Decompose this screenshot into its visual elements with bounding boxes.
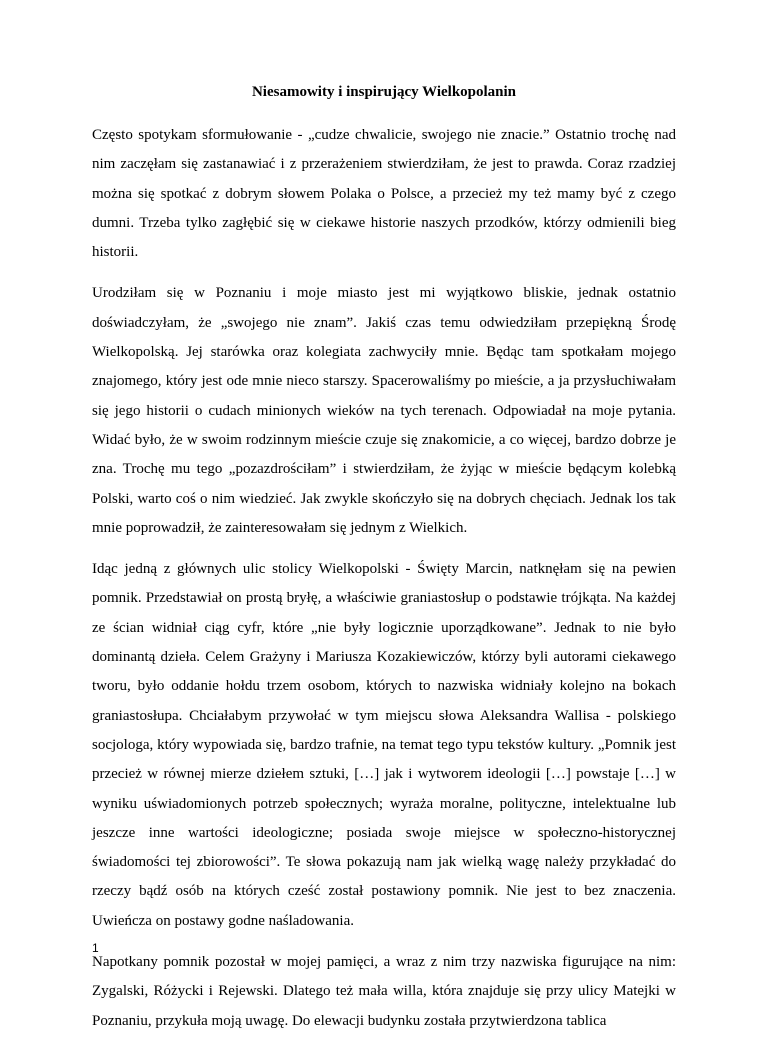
paragraph-2: Urodziłam się w Poznaniu i moje miasto jest mi wyjątkowo bliskie, jednak ostatnio doświadczyłam, że „swojego nie znam”. Jakiś czas temu odwiedziłam przepiękną Środę Wielkopolską. Jej starówka oraz kolegiata zachwyciły mnie. Będąc tam spotkałam mojego znajomego, który jest ode mnie nieco starszy. Spacerowaliśmy po mieście, a ja przysłuchiwałam się jego historii o cudach minionych wieków na tych terenach. Odpowiadał na moje pytania. Widać było, że w swoim rodzinnym mieście czuje się znakomicie, a co więcej, bardzo dobrze je zna. Trochę mu tego „pozazdrościłam” i stwierdziłam, że żyjąc w mieście będącym kolebką Polski, warto coś o nim wiedzieć. Jak zwykle skończyło się na dobrych chęciach. Jednak los tak mnie poprowadził, że zainteresowałam się jednym z Wielkich. xyxy=(92,285,676,536)
document-title: Niesamowity i inspirujący Wielkopolanin xyxy=(251,84,517,100)
paragraph-3: Idąc jedną z głównych ulic stolicy Wielkopolski - Święty Marcin, natknęłam się na pewien pomnik. Przedstawiał on prostą bryłę, a właściwie graniastosłup o podstawie trójkąta. Na każdej ze ścian widniał ciąg cyfr, które „nie były logicznie uporządkowane”. Jednak to nie było dominantą dzieła. Celem Grażyny i Mariusza Kozakiewiczów, którzy byli autorami ciekawego tworu, było oddanie hołdu trzem osobom, których to nazwiska widniały kolejno na bokach graniastosłupa. Chciałabym przywołać w tym miejscu słowa Aleksandra Wallisa - polskiego socjologa, który wypowiada się, bardzo trafnie, na temat tego typu tekstów kultury. „Pomnik jest przecież w równej mierze dziełem sztuki, […] jak i wytworem ideologii […] powstaje […] w wyniku uświadomionych potrzeb społecznych; wyraża moralne, polityczne, intelektualne lub jeszcze inne wartości ideologiczne; posiada swoje miejsce w społeczno-historycznej świadomości tej zbiorowości”. Te słowa pokazują nam jak wielką wagę należy przykładać do rzeczy bądź osób na których cześć został postawiony pomnik. Nie jest to bez znaczenia. Uwieńcza on postawy godne naśladowania. xyxy=(92,561,676,929)
document-body xyxy=(92,121,676,1048)
page-number: 1 xyxy=(92,941,99,955)
paragraph-1: Często spotykam sformułowanie - „cudze chwalicie, swojego nie znacie.” Ostatnio trochę nad nim zaczęłam się zastanawiać i z przerażeniem stwierdziłam, że jest to prawda. Coraz rzadziej można się spotkać z dobrym słowem Polaka o Polsce, a przecież my też mamy być z czego dumni. Trzeba tylko zagłębić się w ciekawe historie naszych przodków, którzy odmienili bieg historii. xyxy=(92,127,676,261)
paragraph-4: Napotkany pomnik pozostał w mojej pamięci, a wraz z nim trzy nazwiska figurujące na nim: Zygalski, Różycki i Rejewski. Dlatego też mała willa, która znajduje się przy ulicy Matejki w Poznaniu, przykuła moją uwagę. Do elewacji budynku została przytwierdzona tablica xyxy=(92,954,676,1029)
